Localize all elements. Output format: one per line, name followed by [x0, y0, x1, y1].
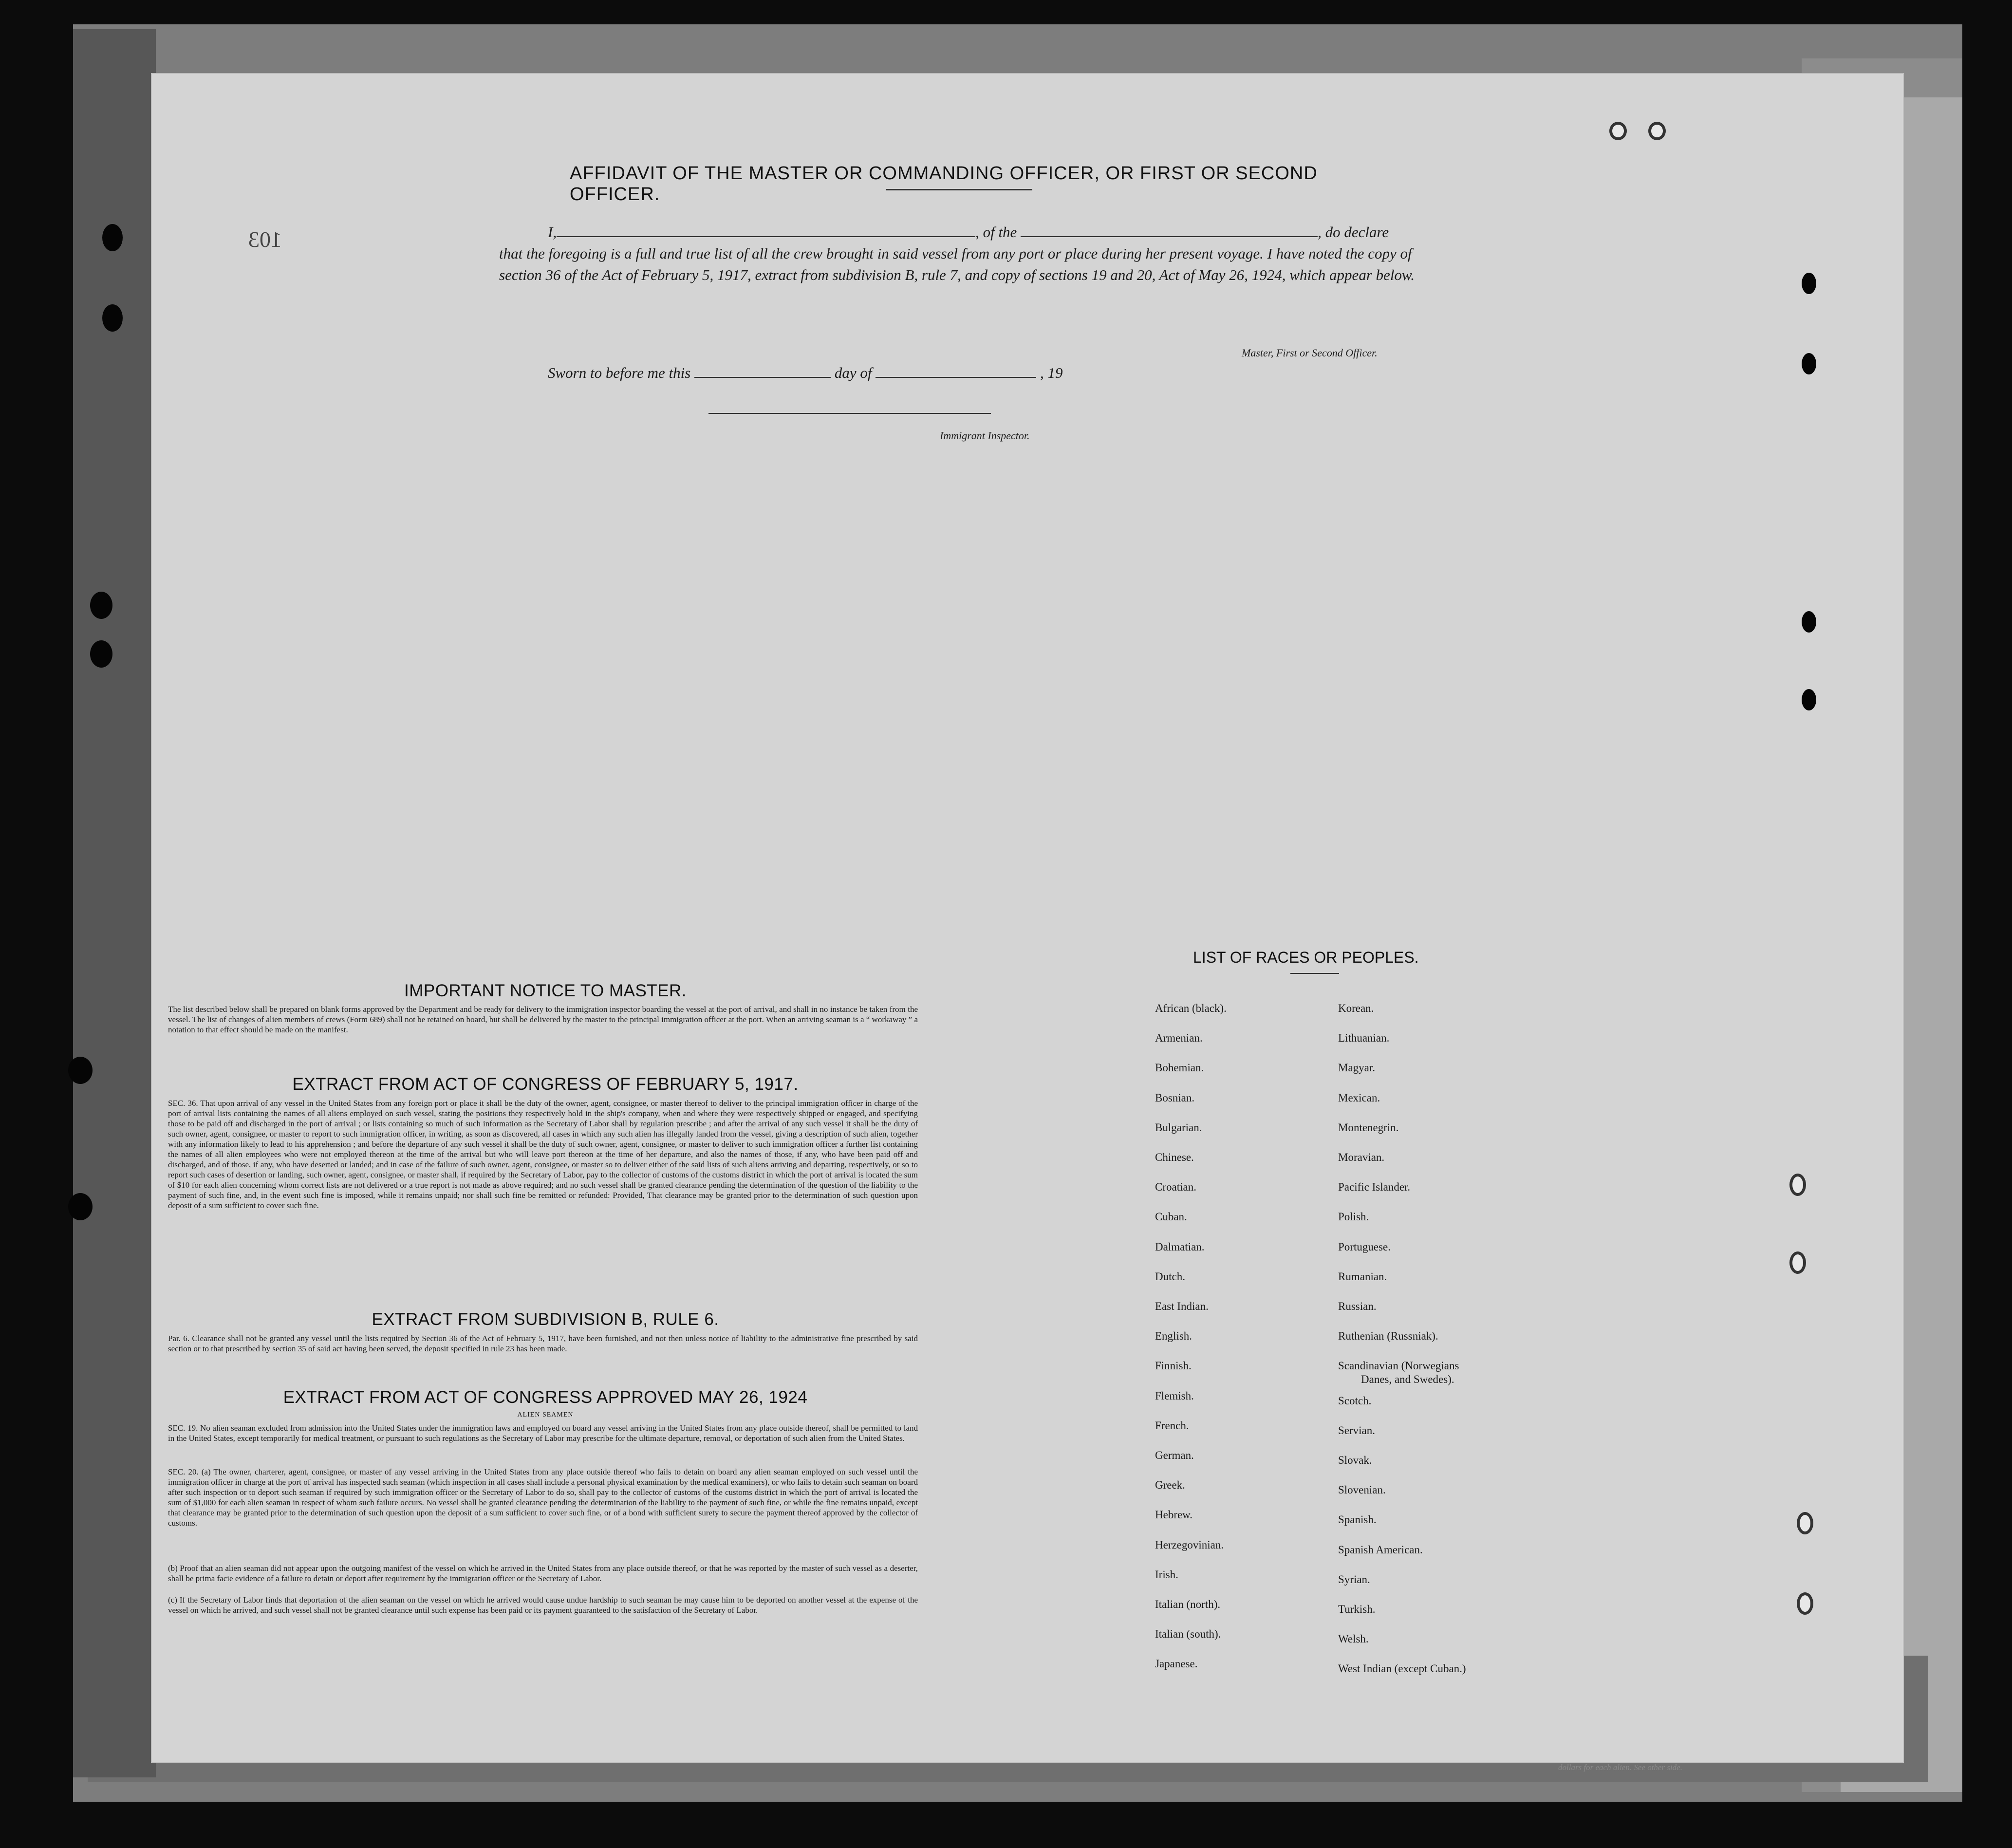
punch-hole-icon: [102, 304, 123, 332]
punch-hole-icon: [1648, 122, 1666, 140]
race-item: Slovenian.: [1338, 1484, 1386, 1496]
affidavit-body: [499, 222, 1453, 286]
race-item: Mexican.: [1338, 1091, 1380, 1104]
race-item: Greek.: [1155, 1479, 1185, 1492]
notice-title: IMPORTANT NOTICE TO MASTER.: [404, 981, 687, 1000]
race-item: Finnish.: [1155, 1360, 1192, 1372]
punch-hole-icon: [1802, 611, 1816, 633]
title-rule: [886, 189, 1032, 190]
punch-hole-icon: [90, 640, 112, 668]
race-item: Irish.: [1155, 1568, 1178, 1581]
punch-hole-icon: [68, 1057, 93, 1084]
page-number: 103: [248, 227, 282, 252]
race-item: Moravian.: [1338, 1151, 1385, 1163]
race-item: German.: [1155, 1449, 1194, 1461]
race-item: Croatian.: [1155, 1181, 1196, 1194]
race-item: Chinese.: [1155, 1151, 1194, 1163]
extract-1924-subtitle: ALIEN SEAMEN: [517, 1411, 574, 1419]
affidavit-text: that the foregoing is a full and true list of all the crew brought in said vessel from any port or place during her present voyage. I have noted the copy of section 36 of the Act of February 5, 1917, extract from subdivision B, rule 7, and copy of sections 19 and 20, Act of May 26, 1924, which appear below.: [499, 245, 1415, 283]
race-item: Korean.: [1338, 1002, 1374, 1014]
section-20c-text: (c) If the Secretary of Labor finds that deportation of the alien seaman on the vessel on which he arrived would cause undue hardship to such seaman he may cause him to be deported on another vessel at the expense of the vessel on which he arrived, and such vessel shall not be granted clearance until such expense has been paid or its payment guaranteed to the satisfaction of the Secretary of Labor.: [168, 1595, 918, 1615]
affidavit-declaration-line: [499, 222, 1453, 243]
race-item: Cuban.: [1155, 1211, 1187, 1223]
race-item: Scotch.: [1338, 1394, 1372, 1407]
declarant-name-field[interactable]: [557, 224, 975, 237]
race-item: Russian.: [1338, 1300, 1377, 1312]
punch-hole-icon: [1797, 1592, 1813, 1615]
binding-strip: [73, 29, 156, 1777]
inspector-caption: Immigrant Inspector.: [940, 429, 1030, 442]
race-item: Italian (north).: [1155, 1598, 1221, 1610]
race-item: East Indian.: [1155, 1300, 1209, 1312]
footer-fragment: dollars for each alien. See other side.: [1558, 1763, 1682, 1772]
race-item: Magyar.: [1338, 1062, 1376, 1074]
race-item: Herzegovinian.: [1155, 1538, 1224, 1551]
punch-hole-icon: [1797, 1512, 1813, 1534]
race-item: Ruthenian (Russniak).: [1338, 1330, 1438, 1343]
affidavit-title: AFFIDAVIT OF THE MASTER OR COMMANDING OFFICER, OR FIRST OR SECOND OFFICER.: [570, 163, 1318, 205]
race-item: French.: [1155, 1419, 1189, 1432]
race-item: Dalmatian.: [1155, 1240, 1205, 1253]
rule6-text: Par. 6. Clearance shall not be granted any vessel until the lists required by Section 36 of the Act of February 5, 1917, have been furnished, and not then unless notice of liability to the administrative fine prescribed by said section or to that prescribed by section 35 of said act having been served, the deposit specified in rule 23 has been made.: [168, 1334, 918, 1353]
declarant-prefix: I,: [548, 224, 557, 241]
punch-hole-icon: [1802, 273, 1816, 294]
punch-hole-icon: [102, 224, 123, 251]
race-item: Bulgarian.: [1155, 1121, 1202, 1134]
race-item: Turkish.: [1338, 1603, 1376, 1615]
master-signature-caption: Master, First or Second Officer.: [1242, 347, 1378, 359]
race-item: Japanese.: [1155, 1658, 1198, 1670]
extract-1924-title: EXTRACT FROM ACT OF CONGRESS APPROVED MAY 26, 1924: [283, 1388, 808, 1407]
race-item: Spanish American.: [1338, 1543, 1423, 1556]
race-item: Welsh.: [1338, 1633, 1369, 1645]
race-item: Polish.: [1338, 1211, 1369, 1223]
section-20a-text: SEC. 20. (a) The owner, charterer, agent, consignee, or master of any vessel arriving in the United States from any place outside thereof who fails to detain on board any alien seaman employed on such vessel until the immigration officer in charge at the port of arrival has inspected such seaman (which inspection in all cases shall include a personal physical examination by the medical examiners), or who fails to detain such seaman on board after such inspection or to deport such seaman if required by such immigration officer or the Secretary of Labor to do so, shall pay to the collector of customs of the customs district in which the port of arrival is located the sum of $1,000 for each alien seaman in respect of whom such failure occurs. No vessel shall be granted clearance pending the determination of the liability to the payment of such fine, or while the fine remains unpaid, except that clearance may be granted prior to the determination of such question upon the deposit of a sum sufficient to cover such fine, or of a bond with sufficient surety to secure the payment thereof approved by the collector of customs.: [168, 1467, 918, 1528]
race-item: Rumanian.: [1338, 1270, 1387, 1283]
punch-hole-icon: [1789, 1174, 1806, 1196]
race-item: Pacific Islander.: [1338, 1181, 1411, 1194]
race-item: English.: [1155, 1330, 1192, 1343]
race-item: Spanish.: [1338, 1513, 1377, 1526]
punch-hole-icon: [90, 592, 112, 619]
race-item: Armenian.: [1155, 1032, 1203, 1045]
sworn-line: [548, 364, 1062, 382]
race-item: Scandinavian (Norwegians: [1338, 1360, 1459, 1372]
punch-hole-icon: [1802, 689, 1816, 710]
rule6-title: EXTRACT FROM SUBDIVISION B, RULE 6.: [372, 1310, 719, 1329]
race-item: Lithuanian.: [1338, 1032, 1390, 1045]
sworn-day-field[interactable]: [694, 365, 831, 378]
sworn-month-field[interactable]: [876, 365, 1036, 378]
sworn-prefix: Sworn to before me this: [548, 364, 691, 381]
race-item: Danes, and Swedes).: [1361, 1373, 1454, 1386]
race-item: Slovak.: [1338, 1454, 1372, 1466]
race-item: West Indian (except Cuban.): [1338, 1662, 1466, 1675]
inspector-signature-field[interactable]: [708, 413, 991, 414]
race-item: Italian (south).: [1155, 1628, 1221, 1641]
declare-suffix: , do declare: [1318, 224, 1389, 241]
extract-1917-text: SEC. 36. That upon arrival of any vessel in the United States from any foreign port or place it shall be the duty of the owner, agent, consignee, or master thereof to deliver to the principal immigration officer in charge of the port of arrival lists containing the names of all aliens employed on such vessel, stating the positions they respectively hold in the ship's company, when and where they were respectively shipped or engaged, and specifying those to be paid off and discharged in the port of arrival ; or lists containing so much of such information as the Secretary of Labor shall by regulation prescribe ; and after the arrival of any such vessel it shall be the duty of such owner, agent, consignee, or master to report to such immigration officer, in writing, as soon as discovered, all cases in which any such alien has illegally landed from the vessel, giving a description of such alien, together with any information likely to lead to his apprehension ; and before the departure of any such vessel it shall be the duty of such owner, agent, consignee, or master to deliver to such immigration officer a further list containing the names of all alien employees who were not employed thereon at the time of the arrival but who will leave port thereon at the time of her departure, and also the names of those, if any, who have been paid off and discharged, and of those, if any, who have deserted or landed; and in case of the failure of such owner, agent, consignee, or master so to deliver either of the said lists of such aliens arriving and departing, respectively, or so to report such cases of desertion or landing, such owner, agent, consignee, or master shall, if required by the Secretary of Labor, pay to the collector of customs of the customs district in which the port of arrival is located the sum of $10 for each alien concerning whom correct lists are not delivered or a true report is not made as above required; and no such vessel shall be granted clearance pending the determination of the question of the liability to the payment of such fine, and, in the event such fine is imposed, while it remains unpaid; nor shall such fine be remitted or refunded: Provided, That clearance may be granted prior to the determination of such question upon deposit of a sum sufficient to cover such fine.: [168, 1099, 918, 1210]
vessel-name-field[interactable]: [1021, 224, 1318, 237]
punch-hole-icon: [1609, 122, 1627, 140]
section-19-text: SEC. 19. No alien seaman excluded from admission into the United States under the immigration laws and employed on board any vessel arriving in the United States from any place outside thereof, shall be permitted to land in the United States, except temporarily for medical treatment, or pursuant to such regulations as the Secretary of Labor may prescribe for the ultimate departure, removal, or deportation of such alien from the United States.: [168, 1423, 918, 1443]
extract-1917-title: EXTRACT FROM ACT OF CONGRESS OF FEBRUARY 5, 1917.: [292, 1075, 799, 1094]
race-item: Servian.: [1338, 1424, 1376, 1437]
sworn-month-prefix: day of: [834, 364, 872, 381]
punch-hole-icon: [1802, 353, 1816, 374]
race-item: Montenegrin.: [1338, 1121, 1399, 1134]
race-item: Bosnian.: [1155, 1091, 1195, 1104]
races-rule: [1290, 973, 1339, 974]
race-item: Bohemian.: [1155, 1062, 1204, 1074]
vessel-prefix: , of the: [975, 224, 1017, 241]
punch-hole-icon: [1789, 1251, 1806, 1274]
race-item: African (black).: [1155, 1002, 1227, 1014]
sworn-year-prefix: , 19: [1040, 364, 1063, 381]
notice-text: The list described below shall be prepared on blank forms approved by the Department and be ready for delivery to the immigration inspector boarding the vessel at the port of arrival, and shall in no instance be taken from the vessel. The list of changes of alien members of crews (Form 689) shall not be retained on board, but shall be delivered by the master to the principal immigration officer at the port. When an arriving seaman is a “ workaway ” a notation to that effect should be made on the manifest.: [168, 1005, 918, 1034]
races-title: LIST OF RACES OR PEOPLES.: [1193, 949, 1419, 966]
race-item: Syrian.: [1338, 1573, 1370, 1586]
race-item: Dutch.: [1155, 1270, 1185, 1283]
race-item: Flemish.: [1155, 1389, 1194, 1402]
race-item: Hebrew.: [1155, 1509, 1193, 1521]
section-20b-text: (b) Proof that an alien seaman did not appear upon the outgoing manifest of the vessel on which he arrived in the United States from any place outside thereof, or that he was reported by the master of such vessel as a deserter, shall be prima facie evidence of a failure to detain or deport after requirement by the immigration officer or the Secretary of Labor.: [168, 1564, 918, 1583]
punch-hole-icon: [68, 1193, 93, 1220]
race-item: Portuguese.: [1338, 1240, 1391, 1253]
